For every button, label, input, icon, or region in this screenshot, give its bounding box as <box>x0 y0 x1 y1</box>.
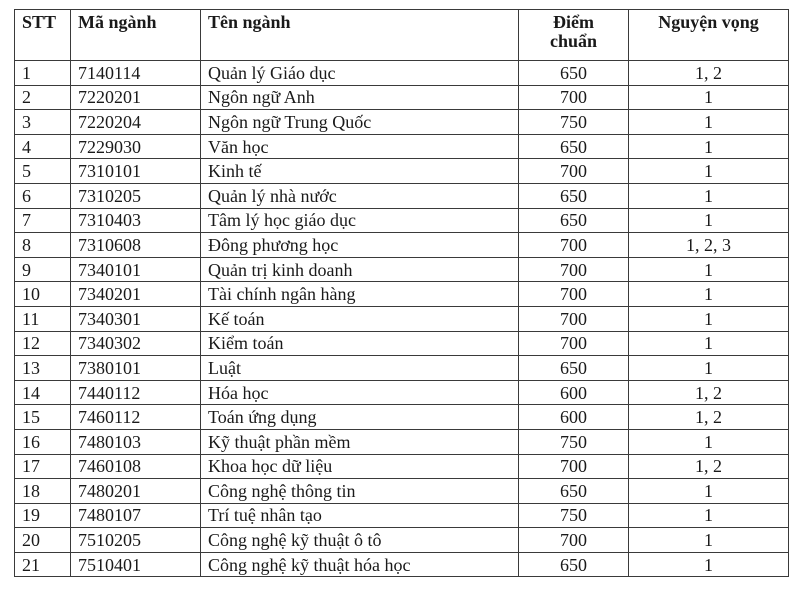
row-code: 7480103 <box>71 429 201 454</box>
row-stt: 2 <box>15 85 71 110</box>
row-code: 7340302 <box>71 331 201 356</box>
row-wish: 1 <box>629 134 789 159</box>
table-row <box>15 208 789 233</box>
row-wish: 1 <box>629 552 789 577</box>
row-name: Trí tuệ nhân tạo <box>201 503 519 528</box>
row-score: 700 <box>519 233 629 258</box>
table-row <box>15 528 789 553</box>
table-row <box>15 110 789 135</box>
header-wish: Nguyện vọng <box>629 10 789 61</box>
row-name: Kế toán <box>201 306 519 331</box>
row-stt: 18 <box>15 479 71 504</box>
row-wish: 1 <box>629 356 789 381</box>
row-stt: 6 <box>15 183 71 208</box>
row-wish: 1 <box>629 528 789 553</box>
row-stt: 10 <box>15 282 71 307</box>
row-score: 650 <box>519 134 629 159</box>
row-code: 7480201 <box>71 479 201 504</box>
row-score: 700 <box>519 282 629 307</box>
table-row <box>15 479 789 504</box>
row-score: 650 <box>519 479 629 504</box>
row-code: 7310101 <box>71 159 201 184</box>
row-name: Quản trị kinh doanh <box>201 257 519 282</box>
row-name: Tài chính ngân hàng <box>201 282 519 307</box>
header-score-line2: chuẩn <box>549 31 598 51</box>
row-stt: 20 <box>15 528 71 553</box>
row-code: 7340301 <box>71 306 201 331</box>
row-wish: 1, 2 <box>629 405 789 430</box>
row-name: Luật <box>201 356 519 381</box>
table-row <box>15 306 789 331</box>
row-code: 7510205 <box>71 528 201 553</box>
row-code: 7340201 <box>71 282 201 307</box>
row-wish: 1, 2 <box>629 380 789 405</box>
row-wish: 1, 2, 3 <box>629 233 789 258</box>
admission-scores-table <box>14 9 789 577</box>
row-name: Khoa học dữ liệu <box>201 454 519 479</box>
header-stt: STT <box>15 10 71 61</box>
row-score: 750 <box>519 110 629 135</box>
row-stt: 21 <box>15 552 71 577</box>
row-wish: 1, 2 <box>629 454 789 479</box>
row-code: 7310403 <box>71 208 201 233</box>
table-row <box>15 356 789 381</box>
row-name: Hóa học <box>201 380 519 405</box>
row-stt: 19 <box>15 503 71 528</box>
header-name: Tên ngành <box>201 10 519 61</box>
row-score: 700 <box>519 306 629 331</box>
row-stt: 4 <box>15 134 71 159</box>
row-score: 700 <box>519 528 629 553</box>
row-stt: 8 <box>15 233 71 258</box>
row-code: 7220204 <box>71 110 201 135</box>
table-row <box>15 282 789 307</box>
row-wish: 1 <box>629 159 789 184</box>
row-stt: 12 <box>15 331 71 356</box>
table-row <box>15 405 789 430</box>
row-name: Quản lý Giáo dục <box>201 61 519 86</box>
table-row <box>15 380 789 405</box>
table-row <box>15 331 789 356</box>
row-name: Công nghệ thông tin <box>201 479 519 504</box>
row-stt: 5 <box>15 159 71 184</box>
row-code: 7460112 <box>71 405 201 430</box>
row-score: 700 <box>519 454 629 479</box>
row-name: Kinh tế <box>201 159 519 184</box>
row-code: 7510401 <box>71 552 201 577</box>
row-score: 600 <box>519 380 629 405</box>
row-wish: 1 <box>629 331 789 356</box>
row-name: Tâm lý học giáo dục <box>201 208 519 233</box>
row-stt: 11 <box>15 306 71 331</box>
row-code: 7440112 <box>71 380 201 405</box>
table-row <box>15 85 789 110</box>
table-row <box>15 61 789 86</box>
row-wish: 1 <box>629 479 789 504</box>
row-wish: 1 <box>629 183 789 208</box>
row-name: Đông phương học <box>201 233 519 258</box>
row-wish: 1 <box>629 257 789 282</box>
row-code: 7340101 <box>71 257 201 282</box>
row-score: 700 <box>519 331 629 356</box>
row-name: Công nghệ kỹ thuật hóa học <box>201 552 519 577</box>
row-name: Kiểm toán <box>201 331 519 356</box>
table-row <box>15 503 789 528</box>
row-code: 7229030 <box>71 134 201 159</box>
table-row <box>15 454 789 479</box>
row-name: Văn học <box>201 134 519 159</box>
row-stt: 16 <box>15 429 71 454</box>
table-body <box>15 61 789 577</box>
row-score: 700 <box>519 257 629 282</box>
row-score: 700 <box>519 159 629 184</box>
row-name: Ngôn ngữ Trung Quốc <box>201 110 519 135</box>
row-stt: 9 <box>15 257 71 282</box>
row-name: Kỹ thuật phần mềm <box>201 429 519 454</box>
row-wish: 1 <box>629 110 789 135</box>
row-score: 600 <box>519 405 629 430</box>
row-code: 7310608 <box>71 233 201 258</box>
row-code: 7140114 <box>71 61 201 86</box>
row-wish: 1 <box>629 503 789 528</box>
header-score <box>519 10 629 61</box>
header-row <box>15 10 789 61</box>
row-stt: 1 <box>15 61 71 86</box>
row-score: 650 <box>519 552 629 577</box>
row-stt: 7 <box>15 208 71 233</box>
table-row <box>15 429 789 454</box>
row-code: 7460108 <box>71 454 201 479</box>
row-wish: 1 <box>629 306 789 331</box>
table-row <box>15 552 789 577</box>
row-code: 7380101 <box>71 356 201 381</box>
row-name: Quản lý nhà nước <box>201 183 519 208</box>
table-row <box>15 159 789 184</box>
row-stt: 13 <box>15 356 71 381</box>
row-name: Ngôn ngữ Anh <box>201 85 519 110</box>
row-wish: 1 <box>629 85 789 110</box>
row-wish: 1 <box>629 208 789 233</box>
header-score-line1: Điểm <box>553 12 594 32</box>
row-score: 650 <box>519 208 629 233</box>
row-stt: 3 <box>15 110 71 135</box>
row-score: 650 <box>519 356 629 381</box>
row-wish: 1 <box>629 282 789 307</box>
row-code: 7220201 <box>71 85 201 110</box>
table-row <box>15 134 789 159</box>
header-code: Mã ngành <box>71 10 201 61</box>
row-score: 750 <box>519 429 629 454</box>
table-row <box>15 183 789 208</box>
row-wish: 1, 2 <box>629 61 789 86</box>
row-stt: 14 <box>15 380 71 405</box>
row-score: 650 <box>519 183 629 208</box>
table-row <box>15 257 789 282</box>
row-score: 700 <box>519 85 629 110</box>
row-name: Công nghệ kỹ thuật ô tô <box>201 528 519 553</box>
table-row <box>15 233 789 258</box>
row-score: 750 <box>519 503 629 528</box>
row-stt: 17 <box>15 454 71 479</box>
row-name: Toán ứng dụng <box>201 405 519 430</box>
row-wish: 1 <box>629 429 789 454</box>
row-code: 7310205 <box>71 183 201 208</box>
row-stt: 15 <box>15 405 71 430</box>
row-code: 7480107 <box>71 503 201 528</box>
row-score: 650 <box>519 61 629 86</box>
